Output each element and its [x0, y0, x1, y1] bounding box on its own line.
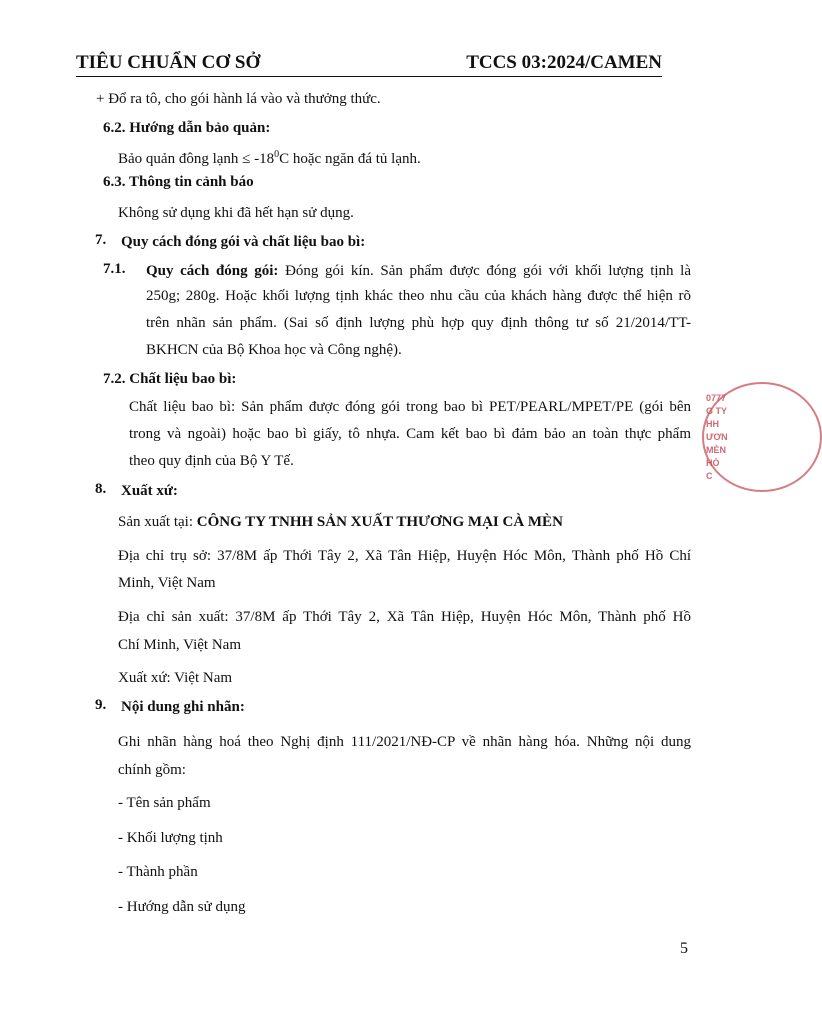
section-6-2-title: 6.2. Hướng dẫn bảo quản: — [103, 120, 271, 136]
section-7-2-line-2: trong và ngoài) hoặc bao bì giấy, tô nhựa. Cam kết bao bì đảm bảo an toàn thực phẩm — [129, 426, 691, 442]
section-6-3-title: 6.3. Thông tin cảnh báo — [103, 174, 254, 190]
section-7-number: 7. — [95, 232, 107, 248]
section-7-title: Quy cách đóng gói và chất liệu bao bì: — [121, 234, 366, 250]
origin-line: Xuất xứ: Việt Nam — [118, 670, 233, 686]
section-7-1-line-2: 250g; 280g. Hoặc khối lượng tịnh khác theo nhu cầu của khách hàng được thể hiện rõ — [146, 288, 691, 304]
page-header — [76, 52, 662, 77]
stamp-text-line: HH — [706, 419, 719, 429]
labeling-line-2: chính gồm: — [118, 762, 186, 778]
stamp-text-line: ƯƠN — [706, 432, 728, 442]
factory-address-line-1: Địa chỉ sản xuất: 37/8M ấp Thới Tây 2, Xã Tân Hiệp, Huyện Hóc Môn, Thành phố Hồ — [118, 609, 691, 625]
list-item: - Thành phần — [118, 864, 198, 880]
storage-instruction — [118, 145, 421, 169]
list-item: - Hướng dẫn sử dụng — [118, 899, 246, 915]
hq-address-line-1: Địa chỉ trụ sở: 37/8M ấp Thới Tây 2, Xã Tân Hiệp, Huyện Hóc Môn, Thành phố Hồ Chí — [118, 548, 691, 564]
warning-text: Không sử dụng khi đã hết hạn sử dụng. — [118, 205, 354, 221]
section-7-1-line-1 — [146, 261, 691, 281]
list-item: - Tên sản phẩm — [118, 795, 211, 811]
header-standard-code: TCCS 03:2024/CAMEN — [466, 52, 662, 73]
section-7-1-line-3: trên nhãn sản phẩm. (Sai số định lượng phù hợp quy định thông tư số 21/2014/TT- — [146, 315, 691, 331]
factory-address-line-2: Chí Minh, Việt Nam — [118, 637, 241, 653]
section-7-2-line-1: Chất liệu bao bì: Sản phẩm được đóng gói trong bao bì PET/PEARL/MPET/PE (gói bên — [129, 399, 691, 415]
stamp-text-line: G TY — [706, 406, 728, 416]
list-item: - Khối lượng tịnh — [118, 830, 223, 846]
red-seal-stamp — [702, 382, 728, 492]
section-7-2-line-3: theo quy định của Bộ Y Tế. — [129, 453, 294, 469]
stamp-text-line: MÈN — [706, 445, 726, 455]
section-9-title: Nội dung ghi nhãn: — [121, 699, 245, 715]
section-7-1-label: Quy cách đóng gói: — [146, 263, 279, 279]
section-7-1-line-4: BKHCN của Bộ Khoa học và Công nghệ). — [146, 342, 402, 358]
hq-address-line-2: Minh, Việt Nam — [118, 575, 216, 591]
page-number: 5 — [680, 940, 688, 957]
stamp-text-line: HÓ C — [706, 458, 720, 481]
labeling-line-1: Ghi nhãn hàng hoá theo Nghị định 111/2021/NĐ-CP về nhãn hàng hóa. Những nội dung — [118, 734, 691, 750]
producer-name: CÔNG TY TNHH SẢN XUẤT THƯƠNG MẠI CÀ MÈN — [196, 514, 563, 530]
storage-text-after: C hoặc ngăn đá tủ lạnh. — [279, 151, 421, 167]
section-8-title: Xuất xứ: — [121, 483, 178, 499]
section-7-1-number: 7.1. — [103, 261, 126, 277]
storage-text-before: Bảo quản đông lạnh ≤ -18 — [118, 151, 275, 167]
producer-line — [118, 512, 563, 532]
serving-instruction-line: + Đổ ra tô, cho gói hành lá vào và thưởng thức. — [96, 91, 381, 107]
stamp-text-line: 0777 — [706, 393, 727, 403]
header-standard-title: TIÊU CHUẨN CƠ SỞ — [76, 52, 261, 73]
section-7-1-text-1: Đóng gói kín. Sản phẩm được đóng gói với khối lượng tịnh là — [285, 263, 692, 279]
section-8-number: 8. — [95, 481, 107, 497]
section-7-2-title: 7.2. Chất liệu bao bì: — [103, 371, 237, 387]
producer-label: Sản xuất tại: — [118, 514, 197, 530]
section-9-number: 9. — [95, 697, 107, 713]
stamp-text — [706, 392, 728, 483]
storage-text-sup: 0 — [274, 149, 280, 160]
